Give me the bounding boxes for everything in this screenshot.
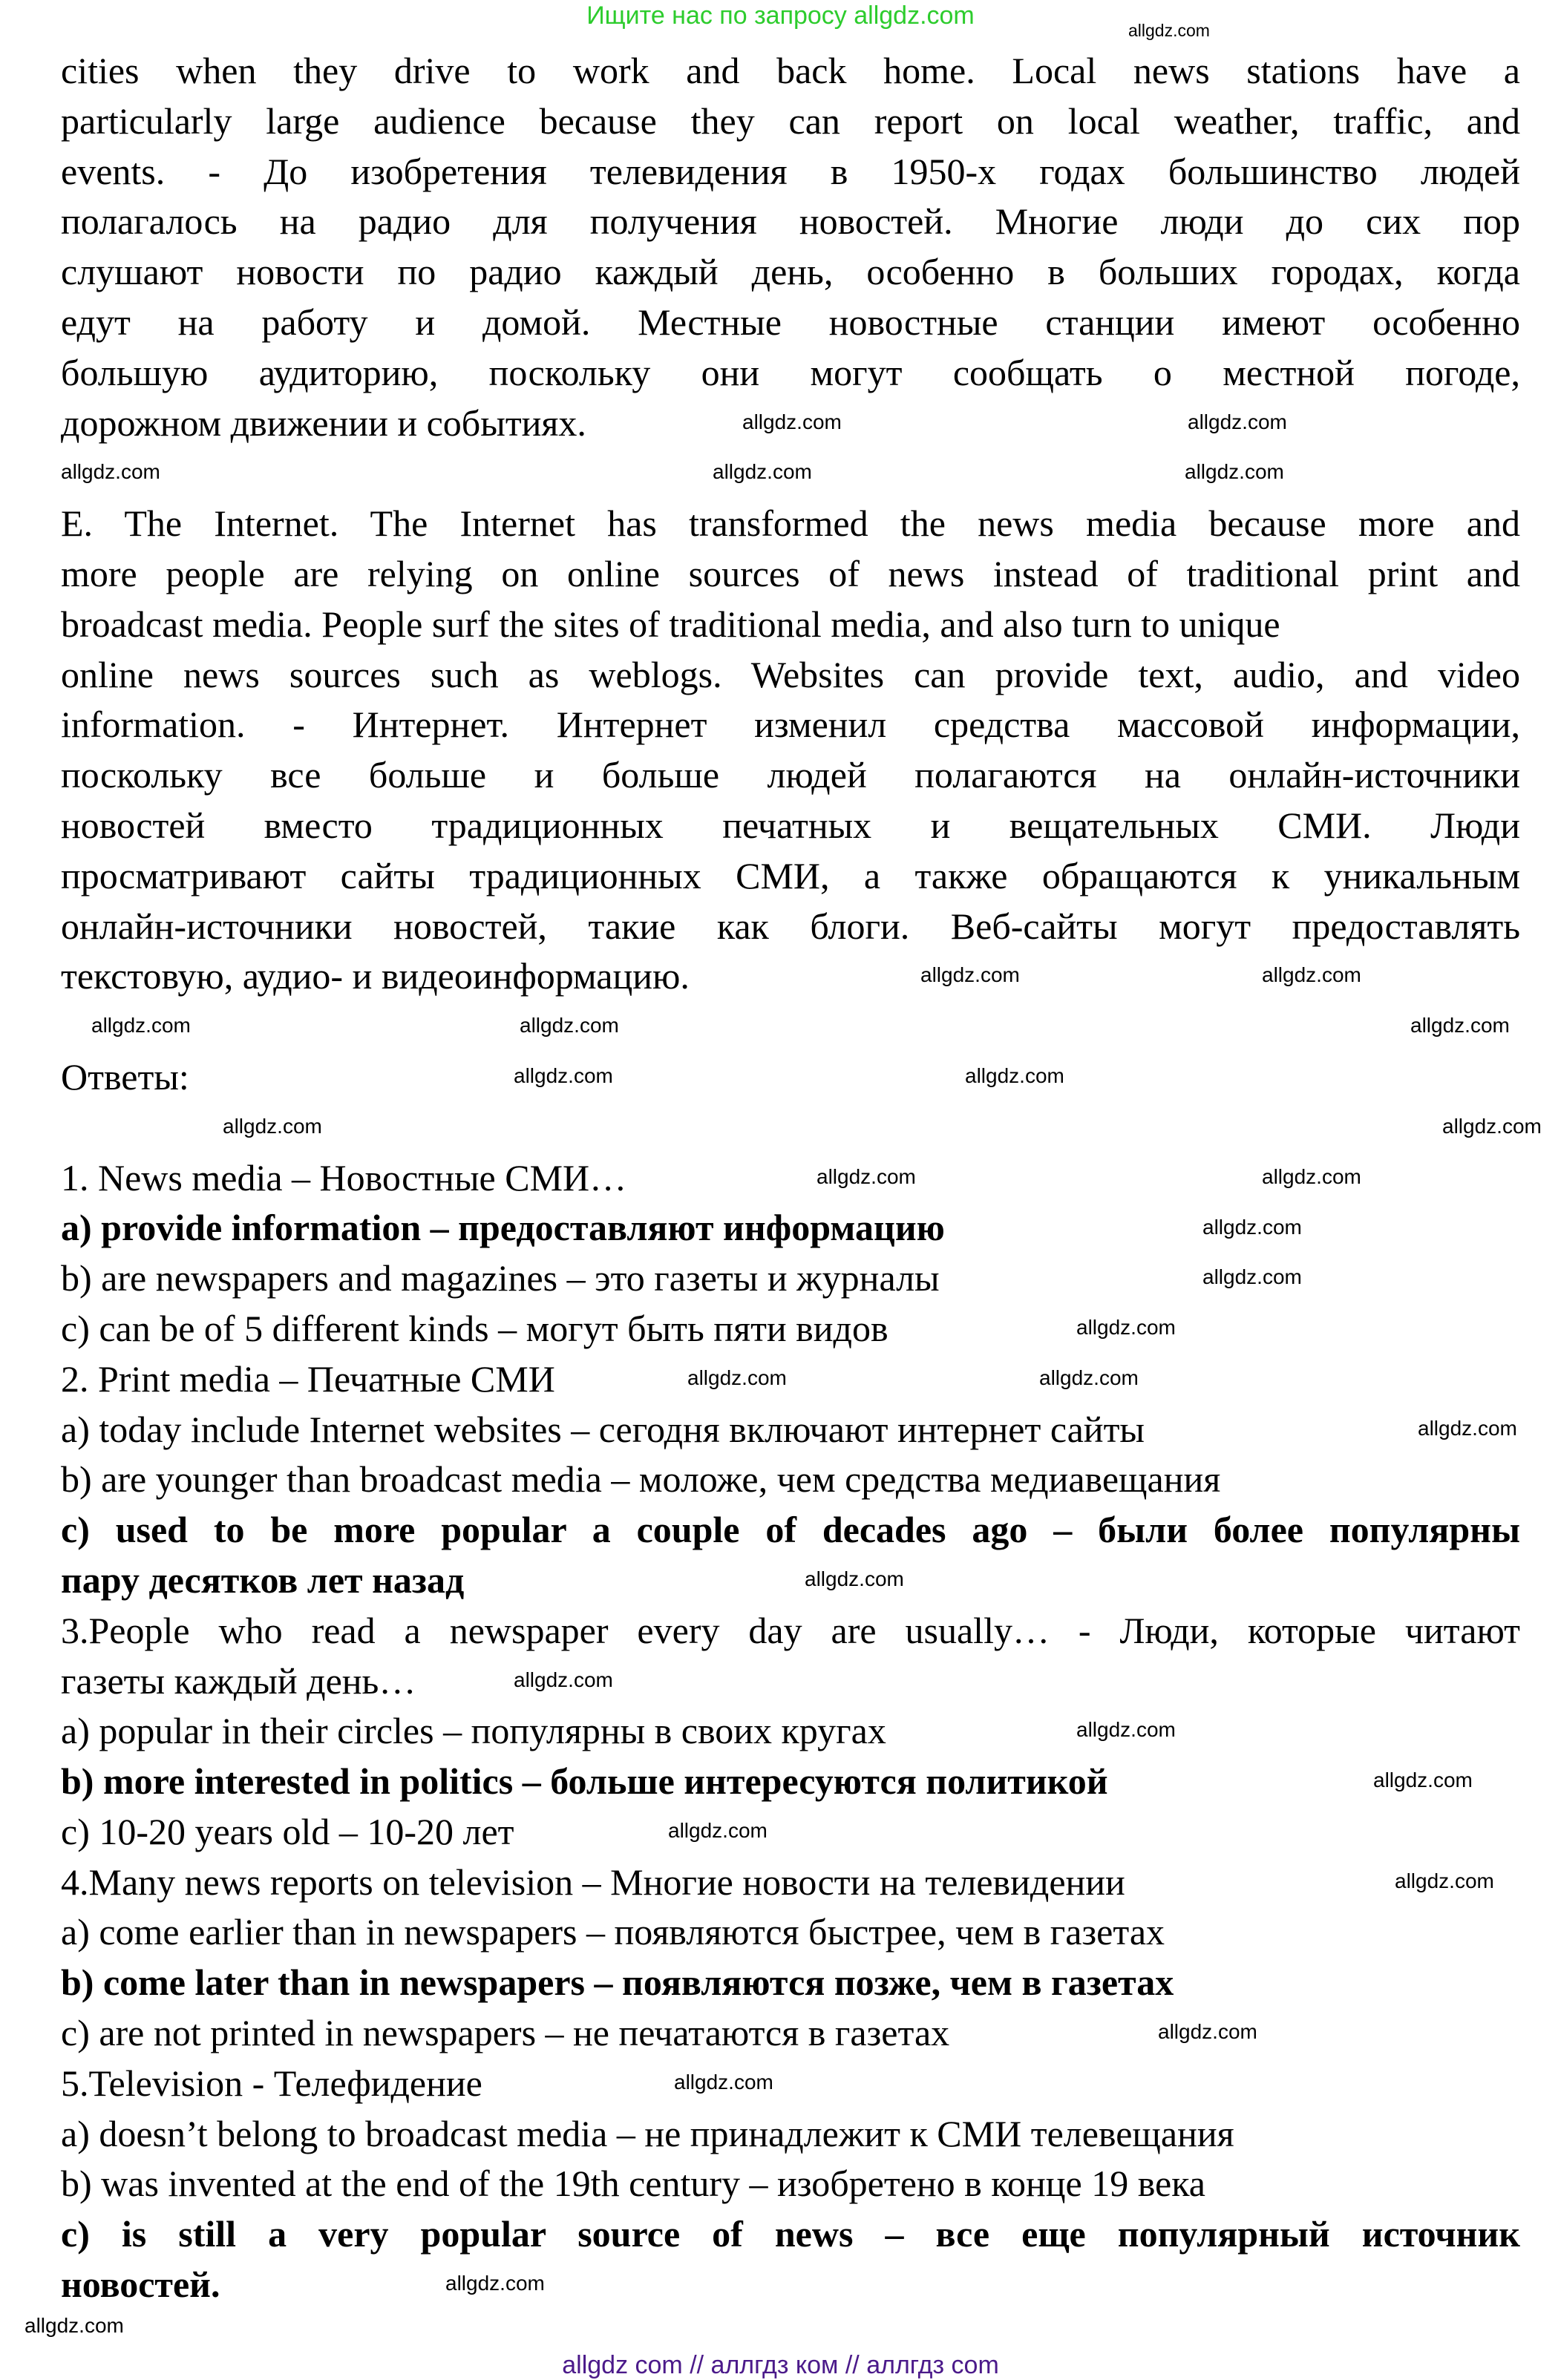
text-line: a) today include Internet websites – сегодня включают интернет сайты [61,1408,1145,1450]
text-line: новостей. [61,2263,220,2306]
watermark: allgdz.com [965,1064,1064,1087]
watermark: allgdz.com [1039,1366,1139,1389]
text-line: events. - До изобретения телевидения в 1950-х годах большинство людей [61,150,1520,192]
text-line: 1. News media – Новостные СМИ… [61,1156,627,1199]
watermark: allgdz.com [1262,963,1361,986]
watermark: allgdz.com [1410,1014,1510,1037]
watermark: allgdz.com [91,1014,191,1037]
watermark: allgdz.com [920,963,1020,986]
text-line: a) provide information – предоставляют информацию [61,1207,945,1249]
answers-heading: Ответы: [61,1055,189,1098]
text-line: b) come later than in newspapers – появляются позже, чем в газетах [61,1961,1174,2004]
watermark: allgdz.com [514,1668,613,1691]
search-banner: Ищите нас по запросу allgdz.com [586,1,975,30]
text-line: 2. Print media – Печатные СМИ [61,1357,555,1400]
text-line: просматривают сайты традиционных СМИ, а также обращаются к уникальным [61,854,1520,896]
watermark: allgdz.com [1185,460,1284,483]
text-line: a) doesn’t belong to broadcast media – не принадлежит к СМИ телевещания [61,2112,1234,2154]
paragraph-gap [61,1002,1520,1052]
watermark: allgdz.com [223,1115,322,1138]
text-line: онлайн-источники новостей, такие как блоги. Веб-сайты могут предоставлять [61,905,1520,947]
watermark: allgdz.com [674,2071,773,2094]
text-line: b) was invented at the end of the 19th century – изобретено в конце 19 века [61,2163,1205,2205]
text-line: b) more interested in politics – больше интересуются политикой [61,1760,1108,1803]
answers-list [61,1153,1520,2310]
text-line: c) are not printed in newspapers – не печатаются в газетах [61,2012,950,2054]
text-line: c) can be of 5 different kinds – могут быть пяти видов [61,1307,889,1349]
text-line: 3.People who read a newspaper every day are usually… - Люди, которые читают [61,1609,1520,1651]
text-line: more people are relying on online sources of news instead of traditional print and [61,552,1520,594]
text-line: b) are younger than broadcast media – моложе, чем средства медиавещания [61,1458,1221,1501]
text-line: 4.Many news reports on television – Многие новости на телевидении [61,1861,1125,1903]
watermark: allgdz.com [1128,21,1210,40]
text-line: information. - Интернет. Интернет изменил средства массовой информации, [61,704,1520,746]
paragraph-e [61,499,1520,1002]
watermark: allgdz.com [514,1064,613,1087]
text-line: particularly large audience because they can report on local weather, traffic, and [61,99,1520,142]
watermark: allgdz.com [1262,1165,1361,1188]
text-line: едут на работу и домой. Местные новостные станции имеют особенно [61,301,1520,343]
watermark: allgdz.com [1395,1869,1494,1892]
text-line: a) come earlier than in newspapers – появляются быстрее, чем в газетах [61,1911,1165,1953]
watermark: allgdz.com [24,2314,124,2337]
watermark: allgdz.com [713,460,812,483]
text-line: газеты каждый день… [61,1659,416,1702]
text-line: большую аудиторию, поскольку они могут сообщать о местной погоде, [61,351,1520,393]
text-line: поскольку все больше и больше людей полагаются на онлайн-источники [61,754,1520,796]
watermark: allgdz.com [1076,1718,1176,1741]
watermark: allgdz.com [1373,1768,1473,1791]
watermark: allgdz.com [805,1567,904,1590]
watermark: allgdz.com [520,1014,619,1037]
watermark: allgdz.com [668,1819,768,1842]
watermark: allgdz.com [61,460,160,483]
text-line: c) used to be more popular a couple of decades ago – были более популярны [61,1509,1520,1551]
text-line: cities when they drive to work and back home. Local news stations have a [61,50,1520,91]
text-line: слушают новости по радио каждый день, особенно в больших городах, когда [61,251,1520,293]
watermark: allgdz.com [1202,1216,1302,1239]
watermark: allgdz.com [1442,1115,1542,1138]
text-line: c) is still a very popular source of news – все еще популярный источник [61,2213,1520,2255]
text-line: b) are newspapers and magazines – это газеты и журналы [61,1257,940,1299]
text-line: новостей вместо традиционных печатных и вещательных СМИ. Люди [61,804,1520,846]
watermark: allgdz.com [1158,2020,1257,2043]
text-line: полагалось на радио для получения новостей. Многие люди до сих пор [61,200,1520,243]
watermark: allgdz.com [742,410,842,433]
paragraph-d [61,46,1520,448]
watermark: allgdz.com [1418,1417,1517,1440]
watermark: allgdz.com [445,2272,545,2295]
text-line: текстовую, аудио- и видеоинформацию. [61,955,690,997]
watermark: allgdz.com [817,1165,916,1188]
footer-watermark: allgdz com // аллгдз ком // аллгдз com [562,2351,999,2379]
watermark: allgdz.com [1076,1316,1176,1339]
text-line: broadcast media. People surf the sites of traditional media, and also turn to unique [61,603,1280,645]
text-line: дорожном движении и событиях. [61,401,586,444]
text-line: пару десятков лет назад [61,1558,465,1601]
text-line: a) popular in their circles – популярны в своих кругах [61,1710,886,1752]
text-line: c) 10-20 years old – 10-20 лет [61,1810,514,1852]
text-line: 5.Television - Телефидение [61,2062,482,2104]
text-line: E. The Internet. The Internet has transformed the news media because more and [61,502,1520,545]
watermark: allgdz.com [1202,1265,1302,1288]
watermark: allgdz.com [1188,410,1287,433]
text-line: online news sources such as weblogs. Websites can provide text, audio, and video [61,653,1520,695]
watermark: allgdz.com [687,1366,787,1389]
